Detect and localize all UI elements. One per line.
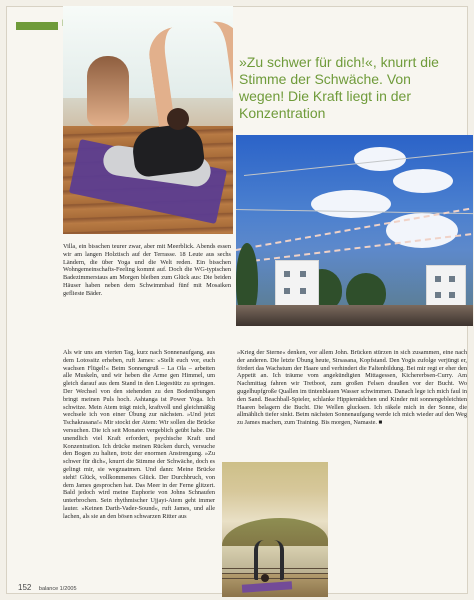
yoga-head — [167, 108, 189, 130]
page-footer — [18, 583, 77, 592]
background-person — [87, 56, 129, 126]
window — [435, 276, 441, 282]
page-number: 152 — [18, 583, 32, 592]
window — [449, 292, 455, 298]
yoga-arms — [146, 18, 233, 142]
yoga-photo — [63, 6, 233, 234]
intro-quote: »Zu schwer für dich!«, knurrt die Stimme der Schwäche. Von wegen! Die Kraft liegt in der Konzentration — [239, 54, 439, 121]
window — [284, 271, 290, 277]
cloud — [393, 169, 453, 193]
window — [284, 288, 290, 294]
window — [435, 292, 441, 298]
headstand-head — [261, 574, 269, 582]
window — [300, 271, 306, 277]
headstand-person — [254, 540, 284, 580]
street-photo — [236, 135, 473, 326]
road — [236, 305, 473, 326]
magazine-name: balance 1/2005 — [38, 586, 77, 592]
right-column-text: »Krieg der Sterne« denken, vor allem John. Brücken stürzen in sich zusammen, eine nach der anderen. Die letzte Übung heute, Sirsasana, Kopfstand. Den Yogis zufolge verjüngt er, fördert das Wachstum der Haare und verhindert die Faltenbildung. Bei mir regt er eher den Appetit an. Ich träume vom angekündigten Mittagessen, Kichererbsen-Curry. Am Nachmittag fahren wir Tretboot, zum großen Felsen draußen vor der Bucht. Wo gugelhupfgroße Quallen im tintenblauen Wasser schwimmen. Danach lege ich mich faul in den Sand. Beachball-Spieler, schlanke Hippiemädchen und Kinder mit sonnengebleichten Haaren belagern die Bucht. Die Wellen glucksen. Ich räkele mich in der Sonne, die allmählich tiefer sinkt. Beim nächsten Sonnenaufgang werde ich mich wieder auf den Weg zu James machen, zum Training. Bis morgen, Namaste. ■ — [237, 349, 467, 427]
window — [449, 276, 455, 282]
left-column-text: Villa, ein bisschen teurer zwar, aber mit Meerblick. Abends essen wir am langen Holztisch auf der Terrasse. 18 Leute aus sechs Ländern, die über Yoga und die Welt reden. Ein bisschen Wohngemeinschafts-Feeling kommt auf. Doch die WG-typischen Badezimmerstaus am Morgen bleiben zum Glück aus: Die beiden Häuser haben neben dem Schwimmbad fünf mit Mosaiken geflieste Bäder. — [63, 243, 231, 297]
beach-photo — [222, 462, 328, 597]
window — [300, 288, 306, 294]
page — [6, 6, 468, 594]
left-column-text-2: Als wir uns am vierten Tag, kurz nach Sonnenaufgang, aus dem Lotossitz erheben, ruft James: »Stellt euch vor, euch wachsen Flügel!« Beim Sonnengruß – La Ola – arbeiten alle Muskeln, und wir heben die Arme gen Himmel, um gleich darauf aus dem Stand in den Liegestütz zu springen. Der Wechsel von den stehenden zu den Bodenübungen bringt meinen Puls hoch. Ashtanga ist Power Yoga. Ich schwitze. Mein Atem trägt mich, kraftvoll und gleichmäßig wechsele ich von einer Übung zur nächsten. »Und jetzt Tschakrasana!« Mir stockt der Atem: Wir sollen die Brücke versuchen. Die ich seit Monaten vergeblich geübt habe. Die unendlich viel Kraft erfordert, psychische Kraft und Konzentration. Ich drücke meinen Rücken durch, versuche den Bogen zu halten, trotz der enormen Anstrengung. »Zu schwer für dich«, knurrt die Stimme der Schwäche, doch es gelingt mir, sie wegzuatmen. Und dann: Meine Brücke steht! Glück, vollkommenes Glück. Der Durchbruch, von dem James gesprochen hat. Das Meer in der Ferne glitzert. Bald jedoch wird meine Euphorie von Johns Schnaufen unterbrochen. Sein rhythmischer Ujjayi-Atem geht immer lauter. »Keinen Darth-Vader-Sound«, ruft James, und alle lachen, als sie an den bösen schwarzen Ritter aus — [63, 349, 215, 520]
cloud — [311, 190, 391, 218]
section-bar — [16, 22, 58, 30]
